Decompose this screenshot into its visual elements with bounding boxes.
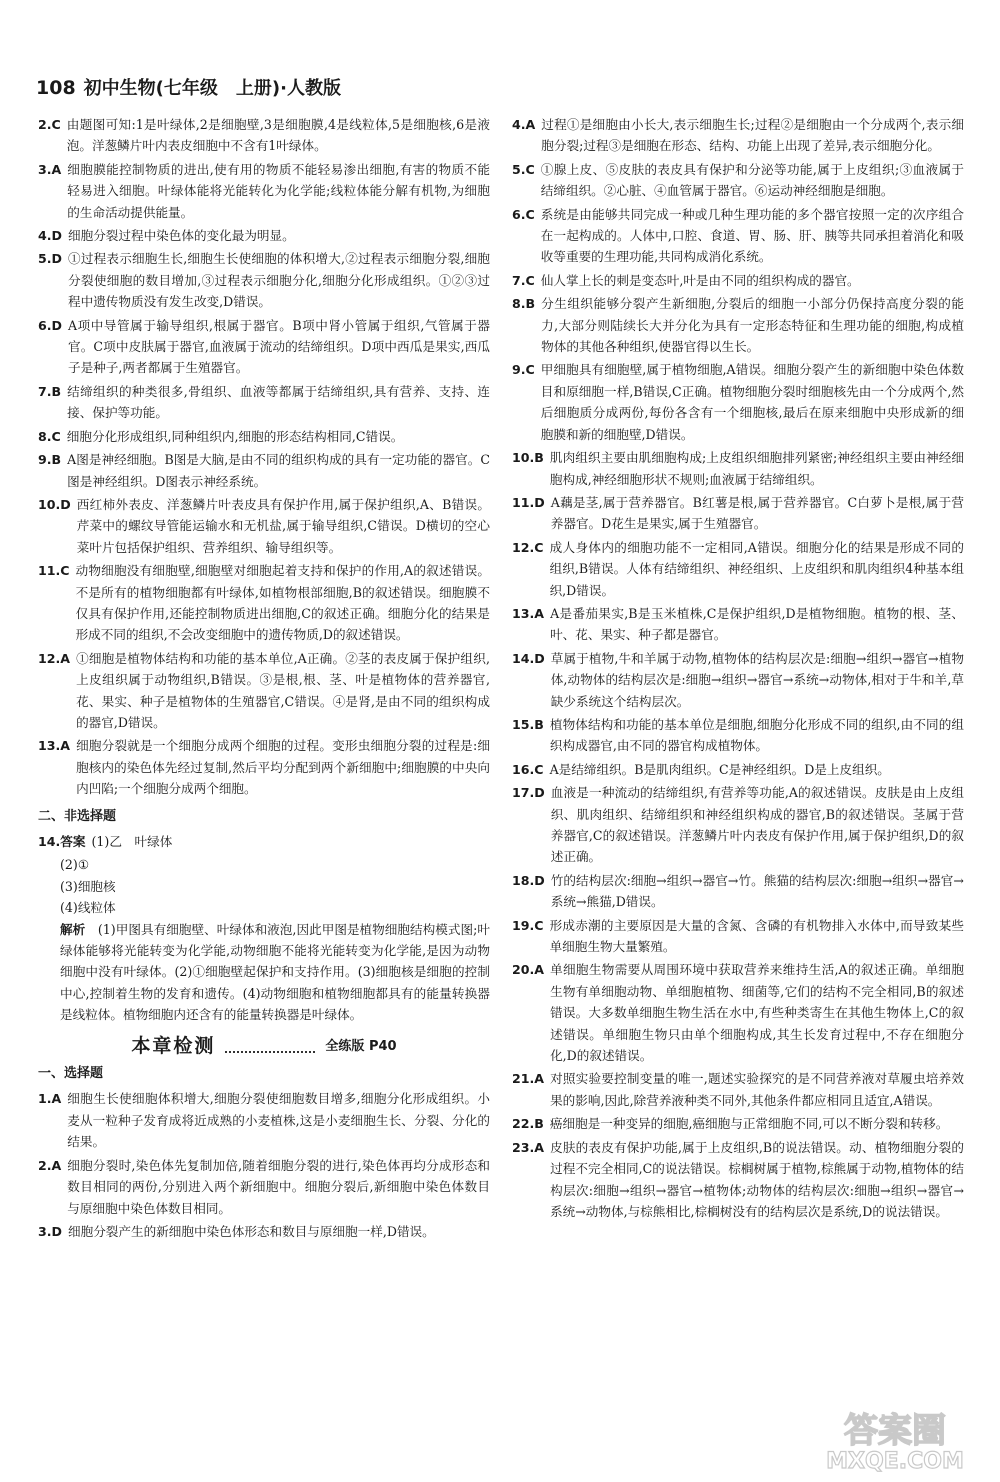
- answer-item: [38, 1155, 490, 1219]
- answer-number: 14.答案: [38, 834, 86, 849]
- chapter-test-banner: [38, 1036, 490, 1057]
- answer-text: 系统是由能够共同完成一种或几种生理功能的多个器官按照一定的次序组合在一起构成的。人体中,口腔、食道、胃、肠、肝、胰等共同承担着消化和吸收等重要的生理功能,共同构成消化系统。: [540, 206, 964, 265]
- answer-number: 15.B: [512, 716, 544, 732]
- answer-number: 12.A: [38, 650, 71, 666]
- answer-text: A是结缔组织。B是肌肉组织。C是神经组织。D是上皮组织。: [549, 761, 890, 777]
- answer-number: 13.A: [512, 605, 545, 621]
- answer-item: [512, 714, 964, 757]
- answer-number: 5.D: [38, 251, 63, 267]
- answer-number: 6.D: [38, 317, 63, 333]
- answer-item: [38, 426, 490, 447]
- answer-text: 结缔组织的种类很多,骨组织、血液等都属于结缔组织,具有营养、支持、连接、保护等功能。: [67, 383, 490, 421]
- answer-item: [38, 114, 490, 157]
- answer-sub-4: (4)线粒体: [60, 900, 116, 916]
- answer-item: [38, 560, 490, 646]
- answer-item: [38, 648, 490, 734]
- answer-text: 单细胞生物需要从周围环境中获取营养来维持生活,A的叙述正确。单细胞生物有单细胞动物、单细胞植物、细菌等,它们的结构不完全相同,B的叙述错误。大多数单细胞生物生活在水中,有些种类寄生在其他生物体上,C的叙述错误。单细胞生物只由单个细胞构成,其生长发育过程中,不存在细胞分化,D的叙述错误。: [550, 962, 964, 1064]
- answer-text: 血液是一种流动的结缔组织,有营养等功能,A的叙述错误。皮肤是由上皮组织、肌肉组织、结缔组织和神经组织构成的器官,B的叙述错误。茎属于营养器官,C的叙述错误。洋葱鳞片叶内表皮有保护作用,属于保护组织,D的叙述正确。: [550, 785, 964, 865]
- answer-number: 5.C: [512, 161, 535, 177]
- answer-number: 19.C: [512, 917, 544, 933]
- answer-item: [38, 735, 490, 799]
- book-title: 初中生物(七年级 上册)·人教版: [83, 78, 341, 99]
- left-column: [38, 114, 490, 1244]
- answer-item: [512, 1137, 964, 1223]
- answer-text: 竹的结构层次:细胞→组织→器官→竹。熊猫的结构层次:细胞→组织→器官→系统→熊猫,D错误。: [550, 872, 964, 910]
- answer-text: 由题图可知:1是叶绿体,2是细胞壁,3是细胞膜,4是线粒体,5是细胞核,6是液泡。洋葱鳞片叶内表皮细胞中不含有1叶绿体。: [66, 117, 490, 154]
- answer-item: [38, 494, 490, 558]
- banner-dots: [225, 1039, 315, 1053]
- answer-text: 细胞生长使细胞体积增大,细胞分裂使细胞数目增多,细胞分化形成组织。小麦从一粒种子发育成将近成熟的小麦植株,这是小麦细胞生长、分裂、分化的结果。: [67, 1091, 490, 1150]
- answer-number: 2.C: [38, 117, 61, 132]
- answer-item: [512, 648, 964, 712]
- answer-text: A项中导管属于输导组织,根属于器官。B项中肾小管属于组织,气管属于器官。C项中皮肤属于器官,血液属于流动的结缔组织。D项中西瓜是果实,西瓜子是种子,两者都属于生殖器官。: [68, 317, 490, 376]
- answer-number: 21.A: [512, 1071, 545, 1087]
- answer-number: 3.D: [38, 1223, 63, 1239]
- answer-item: [512, 915, 964, 958]
- answer-text: (1)乙 叶绿体: [91, 834, 173, 849]
- page-number: 108: [36, 77, 76, 99]
- answer-number: 14.D: [512, 650, 545, 666]
- answer-number: 4.D: [38, 228, 63, 244]
- banner-title: 本章检测: [131, 1034, 216, 1057]
- answer-text: 动物细胞没有细胞壁,细胞壁对细胞起着支持和保护的作用,A的叙述错误。不是所有的植物细胞都有叶绿体,如植物根部细胞,B的叙述错误。细胞膜不仅具有保护作用,还能控制物质进出细胞,C的叙述正确。细胞分化的结果是形成不同的组织,不会改变细胞中的遗传物质,D的叙述错误。: [75, 563, 490, 643]
- answer-number: 11.D: [512, 494, 545, 510]
- answer-number: 7.C: [512, 272, 535, 288]
- watermark-icon: [800, 1404, 990, 1474]
- right-answer-list: [512, 114, 964, 1222]
- answer-text: 西红柿外表皮、洋葱鳞片叶表皮具有保护作用,属于保护组织,A、B错误。芹菜中的螺纹导管能运输水和无机盐,属于输导组织,C错误。D横切的空心菜叶片包括保护组织、营养组织、输导组织等。: [76, 496, 490, 555]
- answer-text: 细胞分裂过程中染色体的变化最为明显。: [68, 228, 295, 244]
- answer-text: 癌细胞是一种变异的细胞,癌细胞与正常细胞不同,可以不断分裂和转移。: [549, 1116, 949, 1132]
- answer-item: [38, 381, 490, 424]
- answer-item: [512, 270, 964, 291]
- answer-number: 18.D: [512, 872, 545, 888]
- answer-number: 9.C: [512, 362, 535, 378]
- answer-text: 甲细胞具有细胞壁,属于植物细胞,A错误。细胞分裂产生的新细胞中染色体数目和原细胞一样,B错误,C正确。植物细胞分裂时细胞核先由一个分成两个,然后细胞质分成两份,每份各含有一个细胞核,最后在原来细胞中央形成新的细胞膜和新的细胞壁,D错误。: [540, 362, 964, 442]
- answer-item: [512, 447, 964, 490]
- answer-sub-3: (3)细胞核: [60, 878, 116, 894]
- answer-text: 细胞分裂产生的新细胞中染色体形态和数目与原细胞一样,D错误。: [68, 1223, 435, 1239]
- answer-text: 仙人掌上长的刺是变态叶,叶是由不同的组织构成的器官。: [540, 272, 860, 288]
- left-answer-list: [38, 114, 490, 800]
- answer-number: 2.A: [38, 1157, 62, 1173]
- answer-number: 10.B: [512, 450, 544, 466]
- answer-item: [512, 359, 964, 445]
- answer-text: ①腺上皮、⑤皮肤的表皮具有保护和分泌等功能,属于上皮组织;③血液属于结缔组织。②心脏、④血管属于器官。⑥运动神经细胞是细胞。: [540, 161, 964, 199]
- answer-item: [38, 315, 490, 379]
- answer-number: 7.B: [38, 383, 62, 399]
- answer-text: 肌肉组织主要由肌细胞构成;上皮组织细胞排列紧密;神经组织主要由神经细胞构成,神经细胞形状不规则;血液属于结缔组织。: [549, 450, 964, 487]
- answer-number: 4.A: [512, 117, 536, 132]
- answer-item: [512, 492, 964, 535]
- section-heading-choice: 一、选择题: [38, 1066, 104, 1082]
- answer-text: 植物体结构和功能的基本单位是细胞,细胞分化形成不同的组织,由不同的组织构成器官,由不同的器官构成植物体。: [549, 716, 964, 754]
- answer-item: [512, 159, 964, 202]
- page-header: [36, 74, 341, 104]
- answer-text: 分生组织能够分裂产生新细胞,分裂后的细胞一小部分仍保持高度分裂的能力,大部分则陆续长大并分化为具有一定形态特征和生理功能的细胞,构成植物体的其他各种组织,使器官得以生长。: [541, 296, 964, 355]
- answer-item: [38, 449, 490, 492]
- answer-item: [512, 537, 964, 601]
- answer-text: 细胞分化形成组织,同种组织内,细胞的形态结构相同,C错误。: [66, 428, 404, 444]
- answer-item: [512, 782, 964, 868]
- answer-item: [512, 293, 964, 357]
- answer-item: [512, 1068, 964, 1111]
- section-heading-non-choice: 二、非选择题: [38, 808, 117, 824]
- answer-text: A图是神经细胞。B图是大脑,是由不同的组织构成的具有一定功能的器官。C图是神经组织。D图表示神经系统。: [67, 452, 490, 489]
- answer-item: [512, 204, 964, 268]
- watermark-text-1: 答案圈: [844, 1411, 946, 1451]
- answer-number: 11.C: [38, 563, 70, 579]
- answer-number: 8.B: [512, 296, 536, 312]
- answer-number: 12.C: [512, 539, 544, 555]
- answer-number: 10.D: [38, 496, 71, 512]
- answer-text: ①过程表示细胞生长,细胞生长使细胞的体积增大,②过程表示细胞分裂,细胞分裂使细胞的数目增加,③过程表示细胞分化,细胞分化形成组织。①②③过程中遗传物质没有发生改变,D错误。: [68, 251, 490, 310]
- explanation-label: 解析: [60, 921, 86, 937]
- answer-item: [38, 159, 490, 223]
- answer-item: [38, 1088, 490, 1152]
- answer-number: 13.A: [38, 738, 71, 754]
- answer-text: 皮肤的表皮有保护功能,属于上皮组织,B的说法错误。动、植物细胞分裂的过程不完全相同,C的说法错误。棕榈树属于植物,棕熊属于动物,植物体的结构层次:细胞→组织→器官→植物体;动物体的结构层次:细胞→组织→器官→系统→动物体,与棕熊相比,棕榈树没有的结构层次是系统,D的说法错误。: [550, 1139, 964, 1219]
- answer-item: [512, 870, 964, 913]
- answer-number: 8.C: [38, 428, 61, 444]
- answer-number: 3.A: [38, 161, 62, 177]
- answer-text: 细胞分裂就是一个细胞分成两个细胞的过程。变形虫细胞分裂的过程是:细胞核内的染色体先经过复制,然后平均分配到两个新细胞中;细胞膜的中央向内凹陷;一个细胞分成两个细胞。: [76, 738, 490, 797]
- answer-item: [512, 759, 964, 780]
- answer-number: 20.A: [512, 962, 545, 978]
- answer-number: 6.C: [512, 206, 535, 222]
- watermark-logo: [800, 1404, 990, 1474]
- answer-item: [512, 114, 964, 157]
- explanation: [38, 919, 490, 1026]
- answer-item: [38, 248, 490, 312]
- answer-text: 细胞膜能控制物质的进出,使有用的物质不能轻易渗出细胞,有害的物质不能轻易进入细胞。叶绿体能将光能转化为化学能;线粒体能分解有机物,为细胞的生命活动提供能量。: [67, 161, 490, 220]
- answer-text: A藕是茎,属于营养器官。B红薯是根,属于营养器官。C白萝卜是根,属于营养器官。D花生是果实,属于生殖器官。: [550, 494, 964, 532]
- answer-text: 成人身体内的细胞功能不一定相同,A错误。细胞分化的结果是形成不同的组织,B错误。人体有结缔组织、神经组织、上皮组织和肌肉组织4种基本组织,D错误。: [549, 539, 964, 598]
- answer-item: [512, 603, 964, 646]
- answer-text: 草属于植物,牛和羊属于动物,植物体的结构层次是:细胞→组织→器官→植物体,动物体的结构层次是:细胞→组织→器官→系统→动物体,相对于牛和羊,草缺少系统这个结构层次。: [550, 650, 964, 709]
- answer-item: [512, 1113, 964, 1134]
- answer-number: 1.A: [38, 1091, 62, 1107]
- answer-number: 23.A: [512, 1139, 545, 1155]
- answer-text: ①细胞是植物体结构和功能的基本单位,A正确。②茎的表皮属于保护组织,上皮组织属于动物组织,B错误。③是根,根、茎、叶是植物体的营养器官,花、果实、种子是植物体的生殖器官,C错误。④是肾,是由不同的组织构成的器官,D错误。: [76, 650, 490, 730]
- answer-text: 细胞分裂时,染色体先复制加倍,随着细胞分裂的进行,染色体再均分成形态和数目相同的两份,分别进入两个新细胞中。细胞分裂后,新细胞中染色体数目与原细胞中染色体数目相同。: [67, 1157, 490, 1216]
- answer-text: 形成赤潮的主要原因是大量的含氮、含磷的有机物排入水体中,而导致某些单细胞生物大量繁殖。: [549, 917, 964, 955]
- watermark-text-2: MXQE.COM: [826, 1449, 964, 1474]
- answer-sub-2: (2)①: [60, 857, 90, 873]
- banner-ref: 全练版 P40: [325, 1038, 397, 1054]
- answer-text: 对照实验要控制变量的唯一,题述实验探究的是不同营养液对草履虫培养效果的影响,因此,除营养液种类不同外,其他条件都应相同且适宜,A错误。: [550, 1071, 964, 1108]
- answer-item: [38, 225, 490, 246]
- answer-number: 9.B: [38, 452, 62, 468]
- answer-text: A是番茄果实,B是玉米植株,C是保护组织,D是植物细胞。植物的根、茎、叶、花、果实、种子都是器官。: [550, 605, 964, 643]
- answer-number: 16.C: [512, 761, 544, 777]
- left-answer-list-2: [38, 1088, 490, 1242]
- answer-number: 17.D: [512, 785, 545, 801]
- answer-text: 过程①是细胞由小长大,表示细胞生长;过程②是细胞由一个分成两个,表示细胞分裂;过程③是细胞在形态、结构、功能上出现了差异,表示细胞分化。: [541, 117, 964, 154]
- right-column: [512, 114, 964, 1224]
- explanation-text: (1)甲图具有细胞壁、叶绿体和液泡,因此甲图是植物细胞结构模式图;叶绿体能够将光能转变为化学能,动物细胞不能将光能转变为化学能,是因为动物细胞中没有叶绿体。(2)①细胞壁起保护和支持作用。(3)细胞核是细胞的控制中心,控制着生物的发育和遗传。(4)动物细胞和植物细胞都具有的能量转换器是线粒体。植物细胞内还含有的能量转换器是叶绿体。: [60, 921, 491, 1023]
- answer-item-14: [38, 831, 490, 852]
- answer-item: [512, 959, 964, 1066]
- answer-number: 22.B: [512, 1116, 544, 1132]
- answer-item: [38, 1221, 490, 1242]
